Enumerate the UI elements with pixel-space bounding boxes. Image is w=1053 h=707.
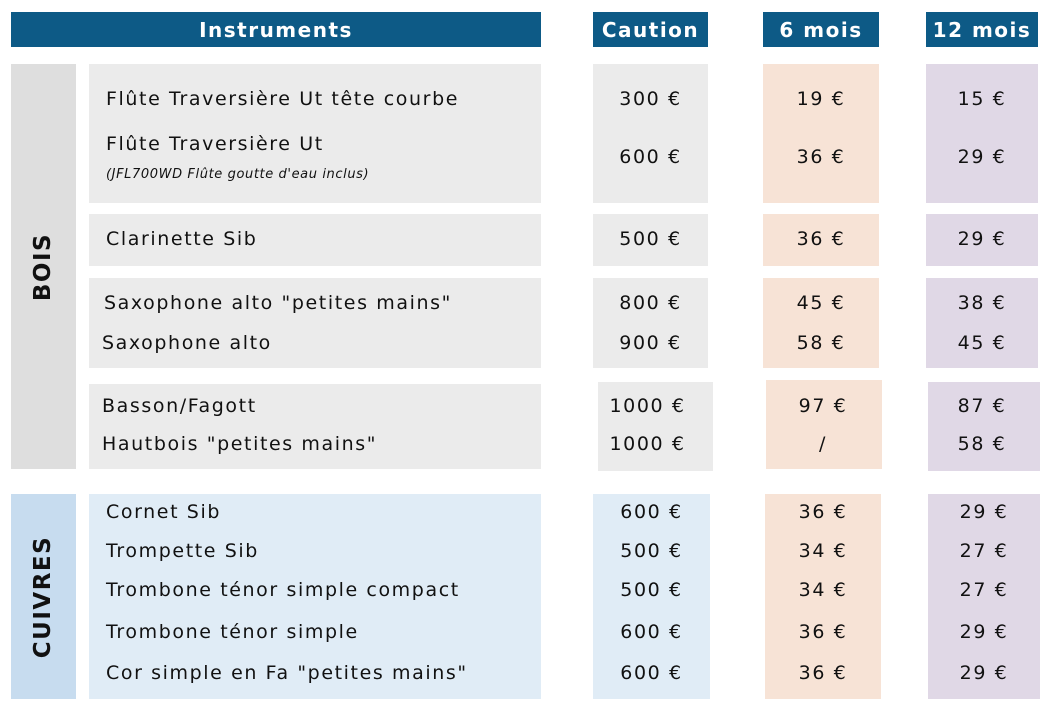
instrument-name: Trompette Sib bbox=[106, 540, 259, 562]
instrument-name: Trombone ténor simple compact bbox=[106, 579, 460, 601]
twelve-months-value: 27 € bbox=[959, 540, 1009, 562]
instrument-name: Flûte Traversière Ut tête courbe bbox=[106, 88, 460, 110]
section-cuivres-text: CUIVRES bbox=[30, 535, 57, 658]
header-12-mois: 12 mois bbox=[926, 12, 1038, 47]
six-months-panel bbox=[766, 380, 882, 469]
six-months-value: / bbox=[818, 433, 827, 455]
caution-value: 900 € bbox=[619, 332, 682, 354]
instrument-name: Trombone ténor simple bbox=[106, 621, 359, 643]
header-6-mois: 6 mois bbox=[763, 12, 879, 47]
caution-value: 300 € bbox=[619, 88, 682, 110]
six-months-panel bbox=[763, 64, 879, 203]
instrument-name: Hautbois "petites mains" bbox=[102, 433, 378, 455]
six-months-value: 34 € bbox=[798, 579, 848, 601]
twelve-months-value: 45 € bbox=[957, 332, 1007, 354]
section-bois-label bbox=[11, 64, 76, 469]
caution-value: 500 € bbox=[619, 228, 682, 250]
caution-value: 800 € bbox=[619, 292, 682, 314]
caution-panel bbox=[593, 64, 708, 203]
caution-value: 1000 € bbox=[609, 433, 686, 455]
caution-value: 500 € bbox=[620, 579, 683, 601]
instrument-note: (JFL700WD Flûte goutte d'eau inclus) bbox=[106, 167, 370, 182]
twelve-months-value: 29 € bbox=[959, 621, 1009, 643]
instrument-name: Clarinette Sib bbox=[106, 228, 258, 250]
instrument-name: Saxophone alto "petites mains" bbox=[104, 292, 452, 314]
header-caution: Caution bbox=[593, 12, 708, 47]
instrument-name: Flûte Traversière Ut bbox=[106, 133, 324, 155]
caution-value: 500 € bbox=[620, 540, 683, 562]
twelve-months-value: 58 € bbox=[957, 433, 1007, 455]
twelve-months-value: 87 € bbox=[957, 395, 1007, 417]
instrument-name: Cor simple en Fa "petites mains" bbox=[106, 662, 468, 684]
six-months-value: 36 € bbox=[796, 146, 846, 168]
six-months-value: 97 € bbox=[798, 395, 848, 417]
twelve-months-panel bbox=[926, 64, 1038, 203]
caution-value: 600 € bbox=[620, 501, 683, 523]
instrument-name: Cornet Sib bbox=[106, 501, 221, 523]
section-cuivres-label bbox=[11, 494, 76, 699]
caution-value: 600 € bbox=[620, 621, 683, 643]
instrument-name: Saxophone alto bbox=[102, 332, 272, 354]
instrument-name: Basson/Fagott bbox=[102, 395, 257, 417]
twelve-months-value: 29 € bbox=[957, 146, 1007, 168]
six-months-value: 19 € bbox=[796, 88, 846, 110]
header-instruments: Instruments bbox=[11, 12, 541, 47]
six-months-value: 36 € bbox=[798, 662, 848, 684]
twelve-months-value: 27 € bbox=[959, 579, 1009, 601]
caution-value: 1000 € bbox=[609, 395, 686, 417]
twelve-months-value: 29 € bbox=[957, 228, 1007, 250]
twelve-months-value: 38 € bbox=[957, 292, 1007, 314]
six-months-value: 36 € bbox=[798, 501, 848, 523]
caution-value: 600 € bbox=[620, 662, 683, 684]
six-months-value: 58 € bbox=[796, 332, 846, 354]
twelve-months-value: 29 € bbox=[959, 501, 1009, 523]
twelve-months-value: 15 € bbox=[957, 88, 1007, 110]
six-months-value: 36 € bbox=[798, 621, 848, 643]
section-bois-text: BOIS bbox=[30, 232, 57, 301]
six-months-value: 36 € bbox=[796, 228, 846, 250]
twelve-months-value: 29 € bbox=[959, 662, 1009, 684]
six-months-value: 34 € bbox=[798, 540, 848, 562]
caution-value: 600 € bbox=[619, 146, 682, 168]
six-months-value: 45 € bbox=[796, 292, 846, 314]
